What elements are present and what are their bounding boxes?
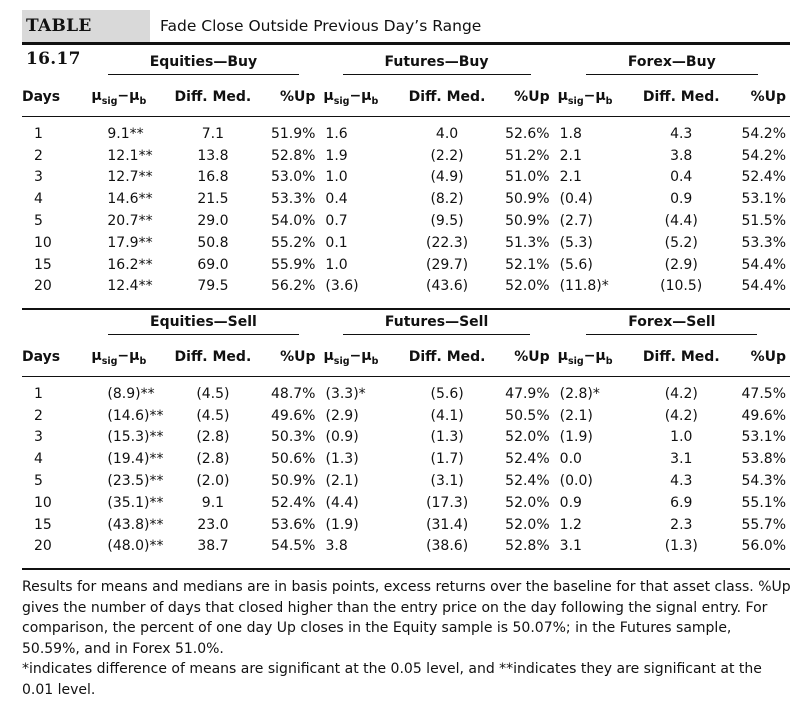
cell-eq-pct-up: 54.5% — [271, 538, 316, 555]
cell-eq-mean-diff: (15.3)** — [107, 429, 164, 446]
cell-fut-diff-med: (22.3) — [425, 234, 469, 251]
cell-fx-mean-diff: (0.4) — [559, 191, 593, 208]
diff-med-header: Diff. Med. — [404, 78, 490, 117]
cell-fut-pct-up: 47.9% — [505, 385, 550, 402]
cell-fx-diff-med: (4.4) — [664, 213, 698, 230]
cell-fx-pct-up: 55.1% — [741, 494, 786, 511]
cell-eq-mean-diff: (43.8)** — [107, 516, 164, 533]
cell-eq-mean-diff: 16.2** — [107, 256, 153, 273]
cell-fx-pct-up: 54.2% — [741, 147, 786, 164]
pct-up-header: %Up — [490, 338, 553, 377]
column-header-row — [22, 78, 790, 117]
cell-fx-pct-up: 54.2% — [741, 125, 786, 142]
cell-fx-diff-med: 2.3 — [670, 516, 693, 533]
cell-days: 15 — [34, 516, 52, 533]
cell-fx-diff-med: (4.2) — [664, 407, 698, 424]
table-row — [22, 427, 790, 449]
cell-eq-pct-up: 48.7% — [271, 385, 316, 402]
cell-fut-diff-med: (1.7) — [430, 451, 464, 468]
cell-eq-diff-med: 13.8 — [197, 147, 229, 164]
cell-days: 1 — [34, 385, 43, 402]
cell-fx-pct-up: 54.3% — [741, 473, 786, 490]
cell-fut-mean-diff: 0.4 — [325, 191, 348, 208]
pct-up-header: %Up — [256, 338, 319, 377]
cell-fut-mean-diff: 1.0 — [325, 256, 348, 273]
cell-eq-diff-med: 16.8 — [197, 169, 229, 186]
cell-fx-pct-up: 53.1% — [741, 429, 786, 446]
pct-up-header: %Up — [490, 78, 553, 117]
cell-eq-mean-diff: (23.5)** — [107, 473, 164, 490]
cell-days: 4 — [34, 451, 43, 468]
cell-fut-mean-diff: (0.9) — [325, 429, 359, 446]
cell-fx-mean-diff: (2.1) — [559, 407, 593, 424]
cell-eq-diff-med: (4.5) — [196, 385, 230, 402]
cell-eq-pct-up: 53.6% — [271, 516, 316, 533]
cell-fx-diff-med: 4.3 — [670, 473, 693, 490]
cell-eq-mean-diff: 14.6** — [107, 191, 153, 208]
cell-eq-mean-diff: (8.9)** — [107, 385, 155, 402]
cell-fx-mean-diff: 2.1 — [559, 169, 582, 186]
cell-fx-mean-diff: 2.1 — [559, 147, 582, 164]
cell-eq-mean-diff: (14.6)** — [107, 407, 164, 424]
cell-fut-mean-diff: 1.0 — [325, 169, 348, 186]
cell-fut-diff-med: (8.2) — [430, 191, 464, 208]
table-row — [22, 536, 790, 558]
cell-fut-mean-diff: (1.3) — [325, 451, 359, 468]
cell-fut-diff-med: (38.6) — [426, 538, 469, 555]
cell-fut-mean-diff: (3.6) — [325, 278, 359, 295]
cell-eq-pct-up: 51.9% — [270, 125, 316, 142]
table-row — [22, 145, 790, 167]
cell-days: 10 — [34, 234, 52, 251]
cell-eq-mean-diff: 12.1** — [107, 147, 153, 164]
buy-table-body — [22, 123, 790, 297]
cell-fut-diff-med: (3.1) — [430, 473, 464, 490]
diff-med-header: Diff. Med. — [404, 338, 491, 377]
cell-fut-diff-med: (2.2) — [430, 147, 464, 164]
cell-fx-pct-up: 56.0% — [741, 538, 786, 555]
table-notes — [22, 577, 792, 700]
mean-diff-header: $\mu_{sig}-\mu_b$ — [87, 78, 169, 117]
cell-fut-diff-med: (4.9) — [430, 169, 464, 186]
note-methodology: Results for means and medians are in basis points, excess returns over the baseline for that asset class. %Up gives the number of days that closed higher than the entry price on the day following the signal entry. For comparison, the percent of one day Up closes in the Equity sample is 50.07%; in the Futures sample, 50.59%, and in Forex 51.0%. — [22, 579, 791, 657]
buy-table — [22, 50, 790, 297]
cell-fut-pct-up: 52.8% — [505, 538, 550, 555]
section-divider — [22, 568, 790, 570]
cell-fut-diff-med: (4.1) — [430, 407, 464, 424]
cell-fut-pct-up: 52.0% — [505, 516, 550, 533]
cell-eq-diff-med: 50.8 — [197, 234, 229, 251]
cell-fx-mean-diff: 1.8 — [559, 125, 582, 142]
cell-days: 10 — [34, 494, 52, 511]
cell-fx-mean-diff: 3.1 — [559, 538, 582, 555]
cell-eq-pct-up: 53.0% — [270, 169, 316, 186]
mean-diff-header: $\mu_{sig}-\mu_b$ — [319, 78, 403, 117]
cell-fut-mean-diff: (4.4) — [325, 494, 359, 511]
cell-fut-diff-med: (43.6) — [425, 278, 469, 295]
cell-eq-diff-med: 23.0 — [197, 516, 229, 533]
cell-fx-pct-up: 53.1% — [741, 191, 786, 208]
cell-fut-pct-up: 52.4% — [505, 451, 550, 468]
cell-fx-mean-diff: 0.0 — [559, 451, 582, 468]
cell-fut-mean-diff: 0.7 — [325, 213, 348, 230]
cell-eq-pct-up: 52.8% — [270, 147, 316, 164]
cell-days: 5 — [34, 213, 43, 230]
sell-table-body — [22, 383, 790, 557]
group-header-equities-buy: Equities—Buy — [87, 50, 319, 78]
cell-fx-diff-med: 1.0 — [670, 429, 693, 446]
sell-table — [22, 310, 790, 557]
cell-fut-mean-diff: (1.9) — [325, 516, 359, 533]
cell-fut-pct-up: 50.9% — [505, 213, 550, 230]
cell-eq-mean-diff: 12.7** — [107, 169, 153, 186]
cell-days: 2 — [34, 407, 43, 424]
cell-days: 20 — [34, 278, 52, 295]
cell-eq-diff-med: (2.0) — [196, 473, 230, 490]
mean-diff-header: $\mu_{sig}-\mu_b$ — [87, 338, 169, 377]
cell-fx-pct-up: 47.5% — [741, 385, 786, 402]
cell-fut-mean-diff: (2.1) — [325, 473, 359, 490]
cell-fx-pct-up: 49.6% — [741, 407, 786, 424]
cell-fx-diff-med: (4.2) — [664, 385, 698, 402]
cell-fut-pct-up: 52.6% — [505, 125, 550, 142]
cell-days: 3 — [34, 169, 43, 186]
cell-fx-diff-med: 3.1 — [670, 451, 693, 468]
cell-fx-diff-med: (10.5) — [660, 278, 703, 295]
table-row — [22, 123, 790, 145]
cell-days: 4 — [34, 191, 43, 208]
cell-fut-diff-med: (1.3) — [430, 429, 464, 446]
diff-med-header: Diff. Med. — [170, 78, 256, 117]
days-header: Days — [22, 78, 87, 117]
cell-fx-pct-up: 55.7% — [741, 516, 786, 533]
cell-eq-mean-diff: (19.4)** — [107, 451, 164, 468]
table-title: Fade Close Outside Previous Day’s Range — [160, 17, 482, 35]
cell-fut-pct-up: 52.0% — [505, 429, 550, 446]
cell-fx-pct-up: 54.4% — [741, 256, 786, 273]
cell-fut-diff-med: 4.0 — [435, 125, 459, 142]
cell-fx-mean-diff: (5.6) — [559, 256, 593, 273]
cell-eq-pct-up: 53.3% — [270, 191, 316, 208]
group-header-forex-buy: Forex—Buy — [554, 50, 790, 78]
cell-days: 20 — [34, 538, 52, 555]
cell-eq-pct-up: 50.6% — [271, 451, 316, 468]
cell-fut-pct-up: 51.0% — [505, 169, 550, 186]
cell-fx-mean-diff: (2.8)* — [559, 385, 600, 402]
mean-diff-header: $\mu_{sig}-\mu_b$ — [319, 338, 403, 377]
cell-eq-mean-diff: (48.0)** — [107, 538, 164, 555]
cell-eq-diff-med: 29.0 — [197, 213, 229, 230]
pct-up-header: %Up — [256, 78, 319, 117]
cell-fut-pct-up: 51.3% — [505, 234, 550, 251]
column-header-row — [22, 338, 790, 377]
cell-fx-mean-diff: (0.0) — [559, 473, 593, 490]
table-row — [22, 254, 790, 276]
group-header-forex-sell: Forex—Sell — [554, 310, 790, 338]
cell-eq-diff-med: (4.5) — [196, 407, 230, 424]
cell-eq-diff-med: 9.1 — [201, 494, 225, 511]
cell-eq-diff-med: 21.5 — [197, 191, 229, 208]
cell-days: 1 — [34, 125, 43, 142]
cell-fx-mean-diff: (11.8)* — [559, 278, 609, 295]
cell-fut-mean-diff: (3.3)* — [325, 385, 366, 402]
cell-eq-pct-up: 55.9% — [270, 256, 316, 273]
cell-fx-mean-diff: (1.9) — [559, 429, 593, 446]
table-row — [22, 514, 790, 536]
cell-fut-pct-up: 52.0% — [505, 278, 550, 295]
table-label: TABLE 16.17 — [22, 10, 150, 43]
mean-diff-header: $\mu_{sig}-\mu_b$ — [554, 338, 638, 377]
cell-fut-mean-diff: 0.1 — [325, 234, 348, 251]
cell-eq-diff-med: 79.5 — [197, 278, 229, 295]
cell-fx-mean-diff: (2.7) — [559, 213, 593, 230]
cell-fx-diff-med: 6.9 — [670, 494, 693, 511]
cell-fut-diff-med: (5.6) — [430, 385, 464, 402]
cell-fut-pct-up: 51.2% — [505, 147, 550, 164]
cell-days: 3 — [34, 429, 43, 446]
cell-eq-pct-up: 55.2% — [270, 234, 316, 251]
cell-eq-mean-diff: 17.9** — [107, 234, 153, 251]
note-significance: *indicates difference of means are significant at the 0.05 level, and **indicates they are significant at the 0.01 level. — [22, 661, 762, 698]
title-rule — [22, 42, 790, 45]
cell-fx-diff-med: (1.3) — [664, 538, 698, 555]
cell-fut-mean-diff: (2.9) — [325, 407, 359, 424]
table-row — [22, 383, 790, 405]
table-row — [22, 405, 790, 427]
table-row — [22, 167, 790, 189]
table-row — [22, 188, 790, 210]
cell-eq-diff-med: 7.1 — [201, 125, 225, 142]
cell-eq-diff-med: (2.8) — [196, 429, 230, 446]
cell-fx-mean-diff: 1.2 — [559, 516, 582, 533]
table-row — [22, 276, 790, 298]
cell-fut-pct-up: 52.4% — [505, 473, 550, 490]
cell-fut-diff-med: (17.3) — [426, 494, 469, 511]
cell-fx-diff-med: 0.4 — [670, 169, 693, 186]
cell-fx-pct-up: 52.4% — [741, 169, 786, 186]
cell-eq-mean-diff: 12.4** — [107, 278, 153, 295]
pct-up-header: %Up — [725, 338, 790, 377]
pct-up-header: %Up — [724, 78, 790, 117]
cell-fx-mean-diff: (5.3) — [559, 234, 593, 251]
cell-fut-diff-med: (31.4) — [426, 516, 469, 533]
cell-fut-diff-med: (29.7) — [425, 256, 469, 273]
cell-eq-pct-up: 54.0% — [270, 213, 316, 230]
group-header-futures-sell: Futures—Sell — [319, 310, 553, 338]
cell-fut-mean-diff: 3.8 — [325, 538, 348, 555]
cell-fx-diff-med: 4.3 — [670, 125, 693, 142]
group-spacer — [22, 50, 87, 78]
cell-fx-mean-diff: 0.9 — [559, 494, 582, 511]
cell-fx-pct-up: 54.4% — [741, 278, 786, 295]
cell-eq-pct-up: 49.6% — [271, 407, 316, 424]
cell-eq-pct-up: 50.9% — [271, 473, 316, 490]
cell-fut-mean-diff: 1.9 — [325, 147, 348, 164]
diff-med-header: Diff. Med. — [638, 78, 724, 117]
group-spacer — [22, 310, 87, 338]
cell-fx-diff-med: 3.8 — [670, 147, 693, 164]
cell-fx-pct-up: 53.3% — [741, 234, 786, 251]
diff-med-header: Diff. Med. — [638, 338, 725, 377]
cell-eq-mean-diff: 9.1** — [107, 125, 144, 142]
cell-fut-pct-up: 50.5% — [505, 407, 550, 424]
cell-eq-diff-med: 38.7 — [197, 538, 229, 555]
cell-eq-pct-up: 50.3% — [271, 429, 316, 446]
cell-days: 2 — [34, 147, 43, 164]
cell-fut-pct-up: 52.1% — [505, 256, 550, 273]
group-header-futures-buy: Futures—Buy — [319, 50, 553, 78]
cell-fx-diff-med: (2.9) — [664, 256, 698, 273]
cell-eq-mean-diff: 20.7** — [107, 213, 153, 230]
cell-days: 5 — [34, 473, 43, 490]
days-header: Days — [22, 338, 87, 377]
table-row — [22, 448, 790, 470]
cell-fut-pct-up: 52.0% — [505, 494, 550, 511]
table-row — [22, 492, 790, 514]
cell-eq-mean-diff: (35.1)** — [107, 494, 164, 511]
table-row — [22, 232, 790, 254]
cell-fx-diff-med: 0.9 — [670, 191, 693, 208]
cell-fut-pct-up: 50.9% — [505, 191, 550, 208]
table-row — [22, 470, 790, 492]
cell-fut-mean-diff: 1.6 — [325, 125, 348, 142]
cell-fut-diff-med: (9.5) — [430, 213, 464, 230]
cell-fx-pct-up: 51.5% — [741, 213, 786, 230]
cell-eq-diff-med: (2.8) — [196, 451, 230, 468]
diff-med-header: Diff. Med. — [170, 338, 257, 377]
mean-diff-header: $\mu_{sig}-\mu_b$ — [554, 78, 638, 117]
cell-eq-diff-med: 69.0 — [197, 256, 229, 273]
cell-days: 15 — [34, 256, 52, 273]
cell-fx-pct-up: 53.8% — [741, 451, 786, 468]
group-header-equities-sell: Equities—Sell — [87, 310, 319, 338]
table-row — [22, 210, 790, 232]
cell-eq-pct-up: 56.2% — [270, 278, 316, 295]
cell-fx-diff-med: (5.2) — [664, 234, 698, 251]
cell-eq-pct-up: 52.4% — [271, 494, 316, 511]
